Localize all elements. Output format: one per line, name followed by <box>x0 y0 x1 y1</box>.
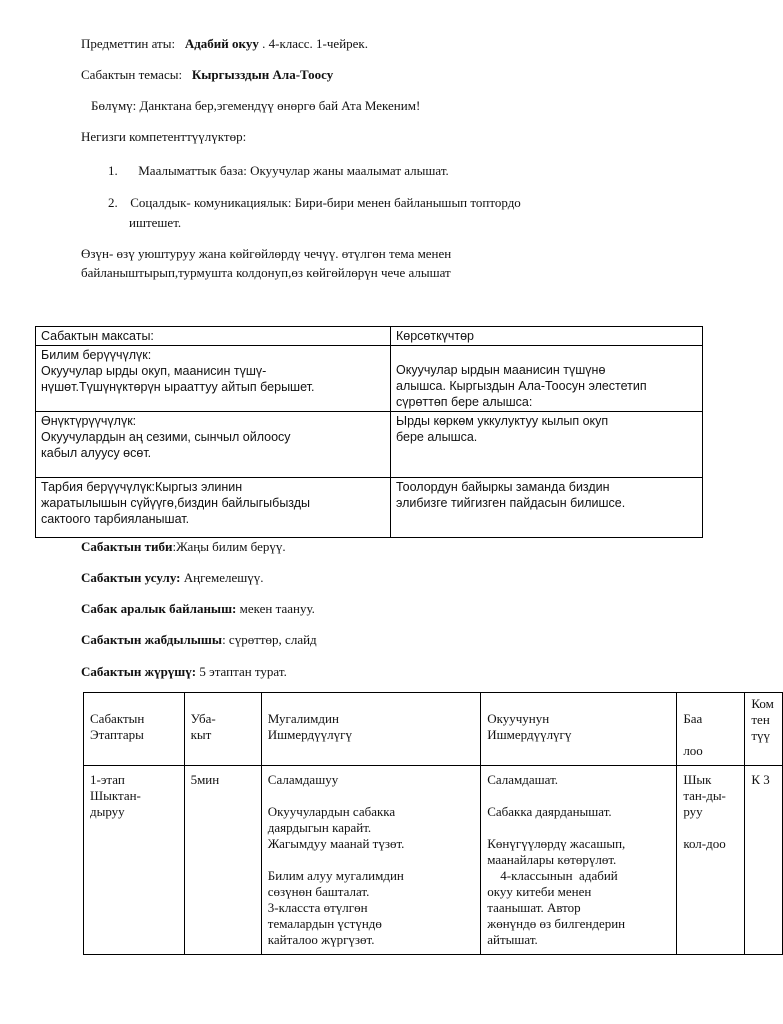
competency-2-cont: иштешет. <box>129 215 182 230</box>
table-row <box>36 478 703 538</box>
competency-2 <box>108 195 521 211</box>
indicator-cell: Тоолордун байыркы заманда биздин элибизге тийгизген пайдасын билишсе. <box>391 478 703 538</box>
table-row <box>84 766 783 955</box>
topic-value: Кыргызздын Ала-Тоосу <box>191 67 334 82</box>
col-stages: Сабактын Этаптары <box>84 693 185 766</box>
student-cell: Саламдашат. Сабакка даярданышат. Көнүгүүлөрдү жасашып, маанайлары көтөрүлөт. 4-классынын адабий окуу китеби менен таанышат. Автор жөнүндө өз билгендерин айтышат. <box>481 766 677 955</box>
lesson-equipment: Сабактын жабдылышы: сүрөттөр, слайд <box>81 632 317 647</box>
time-cell: 5мин <box>184 766 261 955</box>
subject-value: Адабий окуу <box>184 36 259 51</box>
col-competency: Ком тен түү <box>745 693 783 766</box>
competency-1 <box>108 163 449 179</box>
goals-head-right: Көрсөткүчтөр <box>391 327 703 346</box>
goals-cell: Өнүктүрүүчүлүк: Окуучулардын аң сезими, сынчыл ойлоосу кабыл алуусу өсөт. <box>36 412 391 478</box>
competency-2-text: Соцалдык- комуникациялык: Бири-бири менен байланышып топтордо <box>130 195 521 210</box>
col-assessment: Баа лоо <box>677 693 745 766</box>
stage-cell: 1-этап Шыктан- дыруу <box>84 766 185 955</box>
goals-cell: Билим берүүчүлүк: Окуучулар ырды окуп, маанисин түшү- нүшөт.Түшүнүктөрүн ырааттуу айтып берышет. <box>36 346 391 412</box>
table-row <box>36 412 703 478</box>
self-line-1: Өзүн- өзү уюштуруу жана көйгөйлөрдү чечүү. өтүлгөн тема менен <box>81 246 452 261</box>
competency-cell: К 3 <box>745 766 783 955</box>
goals-table <box>35 326 703 538</box>
col-time: Уба- кыт <box>184 693 261 766</box>
goals-cell: Тарбия берүүчүлүк:Кыргыз элинин жаратылышын сүйүүгө,биздин байлыгыбызды сактоого тарбияланышат. <box>36 478 391 538</box>
competency-2-num: 2. <box>108 195 118 210</box>
competency-1-num: 1. <box>108 163 118 178</box>
topic-line <box>81 67 333 83</box>
teacher-cell: Саламдашуу Окуучулардын сабакка даярдыгын карайт. Жагымдуу маанай түзөт. Билим алуу мугалимдин сөзүнөн башталат. 3-класста өтүлгөн темалардын үстүндө кайталоо жүргүзөт. <box>261 766 480 955</box>
col-student: Окуучунун Ишмердүүлүгү <box>481 693 677 766</box>
lesson-type: Сабактын тиби:Жаңы билим берүү. <box>81 539 286 554</box>
assessment-cell: Шык тан-ды- руу кол-доо <box>677 766 745 955</box>
subject-label: Предметтин аты: <box>81 36 176 51</box>
self-line-2: байланыштырып,турмушта колдонуп,өз көйгөйлөрүн чече алышат <box>81 265 451 280</box>
table-header-row <box>84 693 783 766</box>
table-row <box>36 346 703 412</box>
stages-table <box>83 692 783 955</box>
lesson-method: Сабактын усулу: Аңгемелешүү. <box>81 570 264 585</box>
competency-1-text: Маалыматтык база: Окуучулар жаны маалымат алышат. <box>138 163 449 178</box>
subject-line <box>81 36 368 52</box>
indicator-cell: Ырды көркөм уккулуктуу кылып окуп бере алышса. <box>391 412 703 478</box>
topic-label: Сабактын темасы: <box>81 67 183 82</box>
indicator-cell: Окуучулар ырдын маанисин түшүнө алышса. Кыргыздын Ала-Тоосун элестетип сүрөттөп бере алышса: <box>391 346 703 412</box>
subject-rest: . 4-класс. 1-чейрек. <box>262 36 368 51</box>
section-line: Бөлүмү: Данктана бер,эгемендүү өнөргө бай Ата Мекеним! <box>91 98 421 113</box>
col-teacher: Мугалимдин Ишмердүүлүгү <box>261 693 480 766</box>
lesson-course: Сабактын жүрүшү: 5 этаптан турат. <box>81 664 287 679</box>
lesson-links: Сабак аралык байланыш: мекен таануу. <box>81 601 315 616</box>
competencies-title: Негизги компетенттүүлүктөр: <box>81 129 247 144</box>
goals-head-left: Сабактын максаты: <box>36 327 391 346</box>
